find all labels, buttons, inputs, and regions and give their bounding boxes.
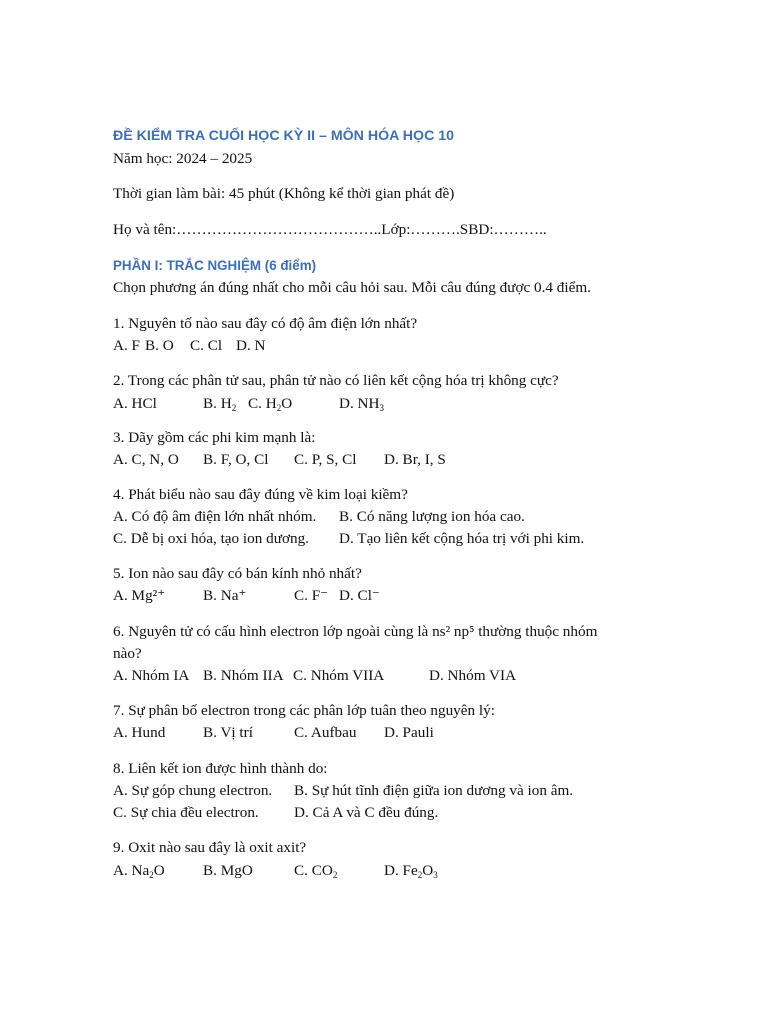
option-a: A. Hund (113, 724, 166, 741)
question-3-options (113, 450, 446, 470)
question-5: 5. Ion nào sau đây có bán kính nhỏ nhất? (113, 565, 362, 582)
option-c: C. Nhóm VIIA (293, 667, 385, 684)
question-8-options-row2 (113, 803, 438, 823)
option-a: A. C, N, O (113, 451, 179, 468)
option-d: D. Br, I, S (384, 451, 446, 468)
question-9: 9. Oxit nào sau đây là oxit axit? (113, 839, 307, 856)
question-7-options (113, 723, 434, 743)
option-d: D. $Fe_2O_3$ (384, 862, 438, 880)
option-b: B. F, O, Cl (203, 451, 269, 468)
option-b: B. O (145, 337, 174, 354)
option-a: A. $Na_2O$ (113, 862, 165, 880)
question-7: 7. Sự phân bố electron trong các phân lớp tuân theo nguyên lý: (113, 702, 495, 719)
option-a: A. HCl (113, 395, 157, 412)
question-6-continued: nào? (113, 645, 142, 662)
option-c: C. F⁻ (294, 587, 329, 604)
school-year: Năm học: 2024 – 2025 (113, 150, 253, 167)
option-a: A. Mg²⁺ (113, 587, 166, 604)
option-d: D. Cl⁻ (339, 587, 380, 604)
question-4-options-row1 (113, 507, 525, 527)
exam-duration: Thời gian làm bài: 45 phút (Không kể thời gian phát đề) (113, 185, 455, 202)
question-4: 4. Phát biểu nào sau đây đúng về kim loại kiềm? (113, 486, 408, 503)
question-9-options (113, 861, 438, 885)
option-b: B. Sự hút tĩnh điện giữa ion dương và ion âm. (294, 782, 574, 799)
option-b: B. Có năng lượng ion hóa cao. (339, 508, 525, 525)
student-info-line: Họ và tên:…………………………………..Lớp:……….SBD:……….. (113, 221, 547, 238)
option-c: C. Dễ bị oxi hóa, tạo ion dương. (113, 530, 309, 547)
option-c: C. $CO_2$ (294, 862, 338, 880)
option-a: A. Có độ âm điện lớn nhất nhóm. (113, 508, 317, 525)
option-d: D. N (236, 337, 266, 354)
option-b: B. $H_2$ (203, 395, 237, 413)
exam-title: ĐỀ KIỂM TRA CUỐI HỌC KỲ II – MÔN HÓA HỌC 10 (113, 128, 455, 144)
option-c: C. Aufbau (294, 724, 357, 741)
option-a: A. Sự góp chung electron. (113, 782, 273, 799)
question-2-options (113, 394, 384, 418)
option-a: A. F (113, 337, 141, 354)
question-8: 8. Liên kết ion được hình thành do: (113, 760, 328, 777)
question-5-options (113, 586, 380, 606)
option-d: D. Tạo liên kết cộng hóa trị với phi kim. (339, 530, 585, 547)
question-1: 1. Nguyên tố nào sau đây có độ âm điện lớn nhất? (113, 315, 418, 332)
option-d: D. $NH_3$ (339, 395, 384, 413)
question-6-options (113, 666, 516, 686)
option-c: C. Sự chia đều electron. (113, 804, 259, 821)
option-b: B. Na⁺ (203, 587, 247, 604)
question-1-options (113, 336, 266, 356)
option-d: D. Nhóm VIA (429, 667, 517, 684)
option-c: C. Cl (190, 337, 223, 354)
option-d: D. Cả A và C đều đúng. (294, 804, 439, 821)
section-title: PHẦN I: TRẮC NGHIỆM (6 điểm) (113, 258, 317, 273)
question-6: 6. Nguyên tử có cấu hình electron lớp ngoài cùng là ns² np⁵ thường thuộc nhóm (113, 623, 598, 640)
option-c: C. P, S, Cl (294, 451, 357, 468)
option-a: A. Nhóm IA (113, 667, 190, 684)
question-2: 2. Trong các phân tử sau, phân tử nào có liên kết cộng hóa trị không cực? (113, 372, 559, 389)
question-8-options-row1 (113, 781, 573, 801)
option-b: B. Nhóm IIA (203, 667, 284, 684)
option-b: B. MgO (203, 862, 253, 879)
option-c: C. $H_2O$ (248, 395, 293, 413)
option-d: D. Pauli (384, 724, 434, 741)
question-3: 3. Dãy gồm các phi kim mạnh là: (113, 429, 316, 446)
option-b: B. Vị trí (203, 724, 253, 741)
question-4-options-row2 (113, 529, 584, 549)
section-instruction: Chọn phương án đúng nhất cho mỗi câu hỏi sau. Mỗi câu đúng được 0.4 điểm. (113, 279, 591, 296)
